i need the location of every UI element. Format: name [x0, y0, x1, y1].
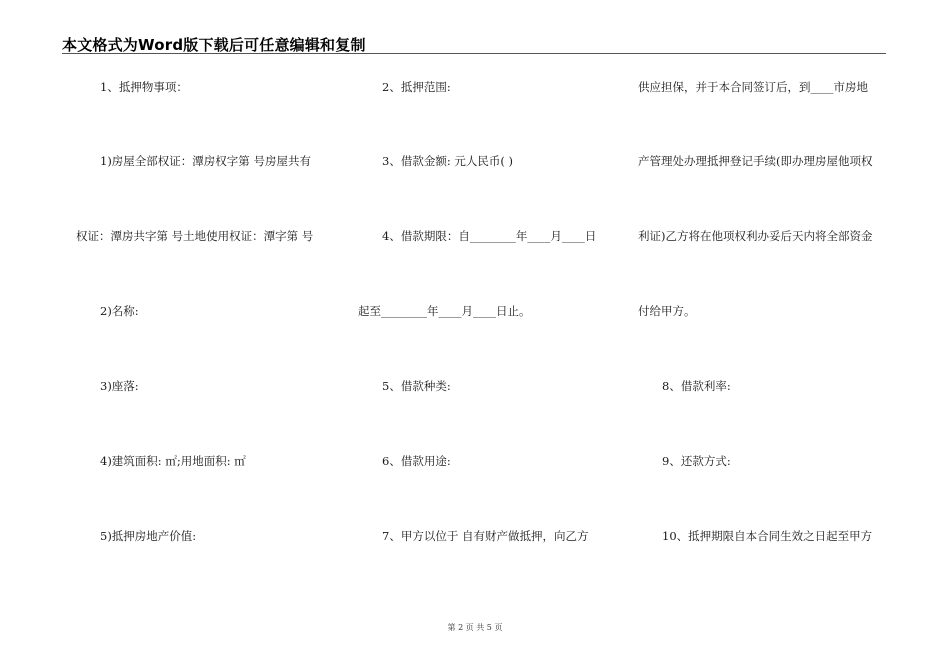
col2-line-5: 5、借款种类:: [382, 379, 451, 393]
col1-line-5: 3)座落:: [100, 379, 139, 393]
col1-line-4: 2)名称:: [100, 304, 139, 318]
col2-line-6: 6、借款用途:: [382, 454, 451, 468]
text-column-2: [345, 0, 615, 672]
col3-line-1: 供应担保，并于本合同签订后，到____市房地: [638, 80, 868, 94]
col2-line-4: 起至________年____月____日止。: [358, 304, 531, 318]
text-column-3: [628, 0, 888, 672]
col1-line-1: 1、抵押物事项：: [100, 80, 188, 94]
page-number-footer: 第 2 页 共 5 页: [447, 623, 503, 632]
col2-line-2: 3、借款金额: 元人民币( ): [382, 154, 513, 168]
col2-line-7: 7、甲方以位于 自有财产做抵押，向乙方: [382, 529, 589, 543]
col3-line-3: 利证)乙方将在他项权利办妥后天内将全部资金: [638, 229, 873, 243]
col2-line-1: 2、抵押范围:: [382, 80, 451, 94]
col1-line-3: 权证：潭房共字第 号土地使用权证：潭字第 号: [76, 229, 314, 243]
col3-line-2: 产管理处办理抵押登记手续(即办理房屋他项权: [638, 154, 873, 168]
col3-line-5: 8、借款利率:: [662, 379, 731, 393]
col1-line-6: 4)建筑面积: ㎡;用地面积: ㎡: [100, 454, 246, 468]
text-column-1: [62, 0, 332, 672]
col3-line-6: 9、还款方式:: [662, 454, 731, 468]
document-header-title: 本文格式为Word版下载后可任意编辑和复制: [62, 36, 366, 54]
col1-line-7: 5)抵押房地产价值:: [100, 529, 197, 543]
col3-line-4: 付给甲方。: [638, 304, 696, 318]
col3-line-7: 10、抵押期限自本合同生效之日起至甲方: [662, 529, 873, 543]
col2-line-3: 4、借款期限：自________年____月____日: [382, 229, 597, 243]
col1-line-2: 1)房屋全部权证：潭房权字第 号房屋共有: [100, 154, 311, 168]
